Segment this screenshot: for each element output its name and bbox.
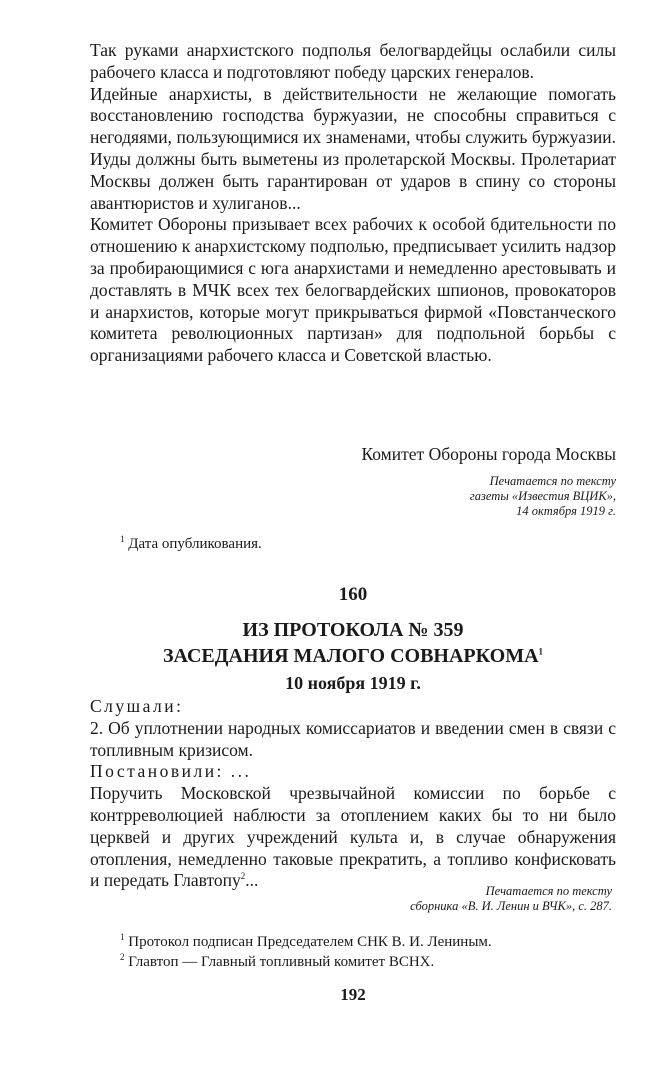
decision-marker: 2 xyxy=(240,871,246,882)
footnote-protocol-2-text: Главтоп — Главный топливный комитет ВСНХ. xyxy=(128,954,435,970)
source-note-1-line-2: газеты «Известия ВЦИК», xyxy=(469,489,616,503)
footnote-date xyxy=(120,534,262,554)
source-note-2 xyxy=(232,884,612,914)
source-note-1 xyxy=(316,474,616,519)
document-title-line-2 xyxy=(90,643,616,669)
text-block-protocol xyxy=(90,696,616,892)
source-note-2-line-2: сборника «В. И. Ленин и ВЧК», с. 287. xyxy=(410,899,612,913)
decision-body: Поручить Московской чрезвычайной комиссии по борьбе с контрреволюцией наблюсти за отоплением каких бы то ни было церквей и других учреждений культа и, в случае обнаружения отопления, немедленно таковые прекратить, а топливо конфисковать и передать Главтопу xyxy=(90,783,616,891)
document-date: 10 ноября 1919 г. xyxy=(285,673,421,693)
decided-label: Постановили: ... xyxy=(90,761,252,782)
footnote-protocol-2-marker: 2 xyxy=(120,952,125,962)
document-title-line-2-text: ЗАСЕДАНИЯ МАЛОГО СОВНАРКОМА xyxy=(162,645,539,667)
document-title-marker: 1 xyxy=(538,646,544,657)
source-note-2-line-1: Печатается по тексту xyxy=(485,884,612,898)
heard-text: 2. Об уплотнении народных комиссариатов и введении смен в связи с топливным кризисом. xyxy=(90,717,616,760)
document-title-line-1: ИЗ ПРОТОКОЛА № 359 xyxy=(242,619,464,641)
footnote-protocol-2 xyxy=(120,952,434,972)
document-title xyxy=(90,617,616,669)
footnote-protocol-1-marker: 1 xyxy=(120,932,125,942)
signature: Комитет Обороны города Москвы xyxy=(361,444,616,464)
page-number: 192 xyxy=(340,985,366,1004)
decision-ellipsis: ... xyxy=(245,870,259,891)
source-note-1-line-1: Печатается по тексту xyxy=(489,474,616,488)
footnote-protocol-1-text: Протокол подписан Председателем СНК В. И. Лениным. xyxy=(128,934,492,950)
text-block-top xyxy=(90,40,616,367)
footnote-date-marker: 1 xyxy=(120,534,125,544)
footnote-date-text: Дата опубликования. xyxy=(128,536,262,552)
footnote-protocol-1 xyxy=(120,932,492,952)
paragraph-3: Комитет Обороны призывает всех рабочих к особой бдительности по отношению к анархистскому подполью, предписывает усилить надзор за пробирающимися с юга анархистами и немедленно арестовывать и доставлять в МЧК всех тех белогвардейских шпионов, провокаторов и анархистов, которые могут прикрываться фирмой «Повстанческого комитета революционных партизан» для подпольной борьбы с организациями рабочего класса и Советской властью. xyxy=(90,214,616,366)
decision-text xyxy=(90,783,616,892)
document-number: 160 xyxy=(338,584,368,605)
paragraph-1: Так руками анархистского подполья белогвардейцы ослабили силы рабочего класса и подготовляют победу царских генералов. xyxy=(90,40,616,82)
heard-label: Слушали: xyxy=(90,696,184,716)
paragraph-2: Идейные анархисты, в действительности не желающие помогать восстановлению господства буржуазии, не способны справиться с негодяями, пользующимися их знаменами, чтобы служить буржуазии. Иуды должны быть выметены из пролетарской Москвы. Пролетариат Москвы должен быть гарантирован от ударов в спину со стороны авантюристов и хулиганов... xyxy=(90,83,616,213)
source-note-1-line-3: 14 октября 1919 г. xyxy=(516,504,616,518)
